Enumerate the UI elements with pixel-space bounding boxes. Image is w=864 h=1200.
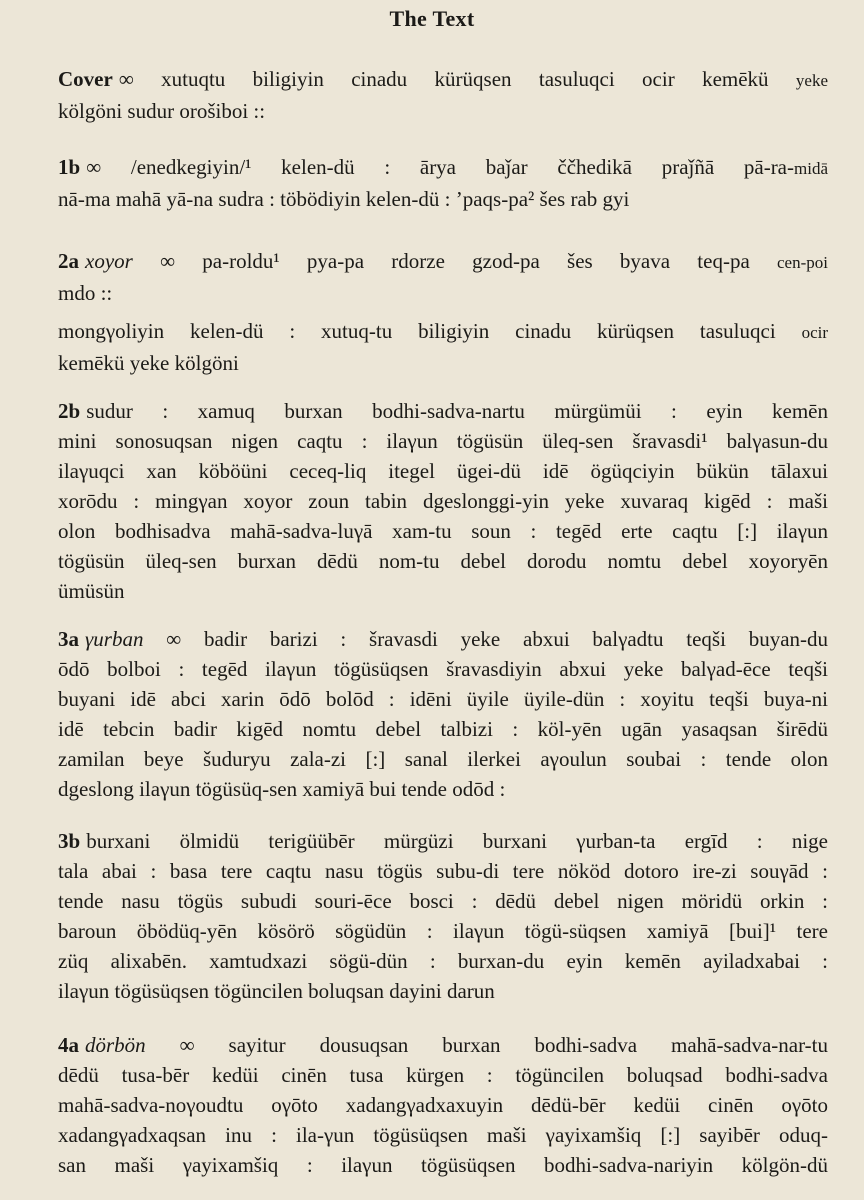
text-line: ilaγun tögüsüqsen tögüncilen boluqsan dayini darun bbox=[58, 979, 495, 1003]
section-3b bbox=[58, 826, 828, 1006]
folio-word: xoyor bbox=[85, 249, 133, 273]
folio-label: 4a bbox=[58, 1033, 79, 1057]
text-line: mini sonosuqsan nigen caqtu : ilaγun tögüsün üleq-sen šravasdi¹ balγasun-du bbox=[58, 429, 828, 453]
section-1b bbox=[58, 152, 828, 214]
text-line: buyani idē abci xarin ōdō bolōd : idēni üyile üyile-dün : xoyitu teqši buya-ni bbox=[58, 687, 828, 711]
text-line: kölgöni sudur orošiboi :: bbox=[58, 99, 266, 123]
section-3a bbox=[58, 624, 828, 804]
text-line: zamilan beye šuduryu zala-zi [:] sanal ilerkei aγoulun soubai : tende olon bbox=[58, 747, 828, 771]
folio-label: 3b bbox=[58, 829, 81, 853]
text-line: 1b ∞ /enedkegiyin/¹ kelen-dü : ārya baǰar ččhedikā praǰñā pā-ra-midā bbox=[58, 155, 828, 179]
text-line: xadangγadxaqsan inu : ila-γun tögüsüqsen maši γayixamšiq [:] sayibēr oduq- bbox=[58, 1123, 828, 1147]
running-head: The Text bbox=[389, 6, 475, 31]
text-line: ümüsün bbox=[58, 579, 125, 603]
text-line: baroun öbödüq-yēn kösörö sögüdün : ilaγun tögü-süqsen xamiyā [bui]¹ tere bbox=[58, 919, 828, 943]
section-cover bbox=[58, 64, 828, 126]
text-line: 2a xoyor ∞ pa-roldu¹ pya-pa rdorze gzod-pa šes byava teq-pa cen-poi bbox=[58, 249, 828, 273]
section-4a bbox=[58, 1030, 828, 1180]
folio-word: dörbön bbox=[85, 1033, 146, 1057]
text-line: tala abai : basa tere caqtu nasu tögüs subu-di tere nököd dotoro ire-zi souγād : bbox=[58, 859, 828, 883]
folio-label: 2b bbox=[58, 399, 81, 423]
folio-label: Cover bbox=[58, 67, 113, 91]
text-line: xorōdu : mingγan xoyor zoun tabin dgeslonggi-yin yeke xuvaraq kigēd : maši bbox=[58, 489, 828, 513]
text-line: 4a dörbön ∞ sayitur dousuqsan burxan bodhi-sadva mahā-sadva-nar-tu bbox=[58, 1033, 829, 1057]
text-line: züq alixabēn. xamtudxazi sögü-dün : burxan-du eyin kemēn ayiladxabai : bbox=[58, 949, 828, 973]
section-2a bbox=[58, 246, 828, 378]
text-line: ilaγuqci xan köböüni ceceq-liq itegel ügei-dü idē ögüqciyin bükün tālaxui bbox=[58, 459, 828, 483]
text-line: dgeslong ilaγun tögüsüq-sen xamiyā bui tende odōd : bbox=[58, 777, 506, 801]
text-line: ōdō bolboi : tegēd ilaγun tögüsüqsen šravasdiyin abxui yeke balγad-ēce teqši bbox=[58, 657, 828, 681]
text-line: olon bodhisadva mahā-sadva-luγā xam-tu soun : tegēd erte caqtu [:] ilaγun bbox=[58, 519, 828, 543]
folio-label: 3a bbox=[58, 627, 79, 651]
text-line: 2b sudur : xamuq burxan bodhi-sadva-nartu mürgümüi : eyin kemēn bbox=[58, 399, 828, 423]
text-line: mdo :: bbox=[58, 281, 113, 305]
section-2b bbox=[58, 396, 828, 606]
text-line: 3b burxani ölmidü terigüübēr mürgüzi burxani γurban-ta ergīd : nige bbox=[58, 829, 828, 853]
text-line: mahā-sadva-noγoudtu oγōto xadangγadxaxuyin dēdü-bēr kedüi cinēn oγōto bbox=[58, 1093, 828, 1117]
text-line: nā-ma mahā yā-na sudra : töbödiyin kelen-dü : ’paqs-pa² šes rab gyi bbox=[58, 187, 630, 211]
text-line: dēdü tusa-bēr kedüi cinēn tusa kürgen : tögüncilen boluqsad bodhi-sadva bbox=[58, 1063, 828, 1087]
text-line: idē tebcin badir kigēd nomtu debel talbizi : köl-yēn ugān yasaqsan širēdü bbox=[58, 717, 828, 741]
folio-word: γurban bbox=[85, 627, 144, 651]
folio-label: 1b bbox=[58, 155, 81, 179]
folio-label: 2a bbox=[58, 249, 79, 273]
text-line: kemēkü yeke kölgöni bbox=[58, 351, 239, 375]
text-line: mongγoliyin kelen-dü : xutuq-tu biligiyin cinadu kürüqsen tasuluqci ocir bbox=[58, 319, 829, 343]
text-line: Cover ∞ xutuqtu biligiyin cinadu kürüqsen tasuluqci ocir kemēkü yeke bbox=[58, 67, 828, 91]
text-line: 3a γurban ∞ badir barizi : šravasdi yeke abxui balγadtu teqši buyan-du bbox=[58, 627, 829, 651]
text-line: tende nasu tögüs subudi souri-ēce bosci : dēdü debel nigen möridü orkin : bbox=[58, 889, 828, 913]
text-line: tögüsün üleq-sen burxan dēdü nom-tu debel dorodu nomtu debel xoyoryēn bbox=[58, 549, 828, 573]
text-line: san maši γayixamšiq : ilaγun tögüsüqsen bodhi-sadva-nariyin kölgön-dü bbox=[58, 1153, 828, 1177]
